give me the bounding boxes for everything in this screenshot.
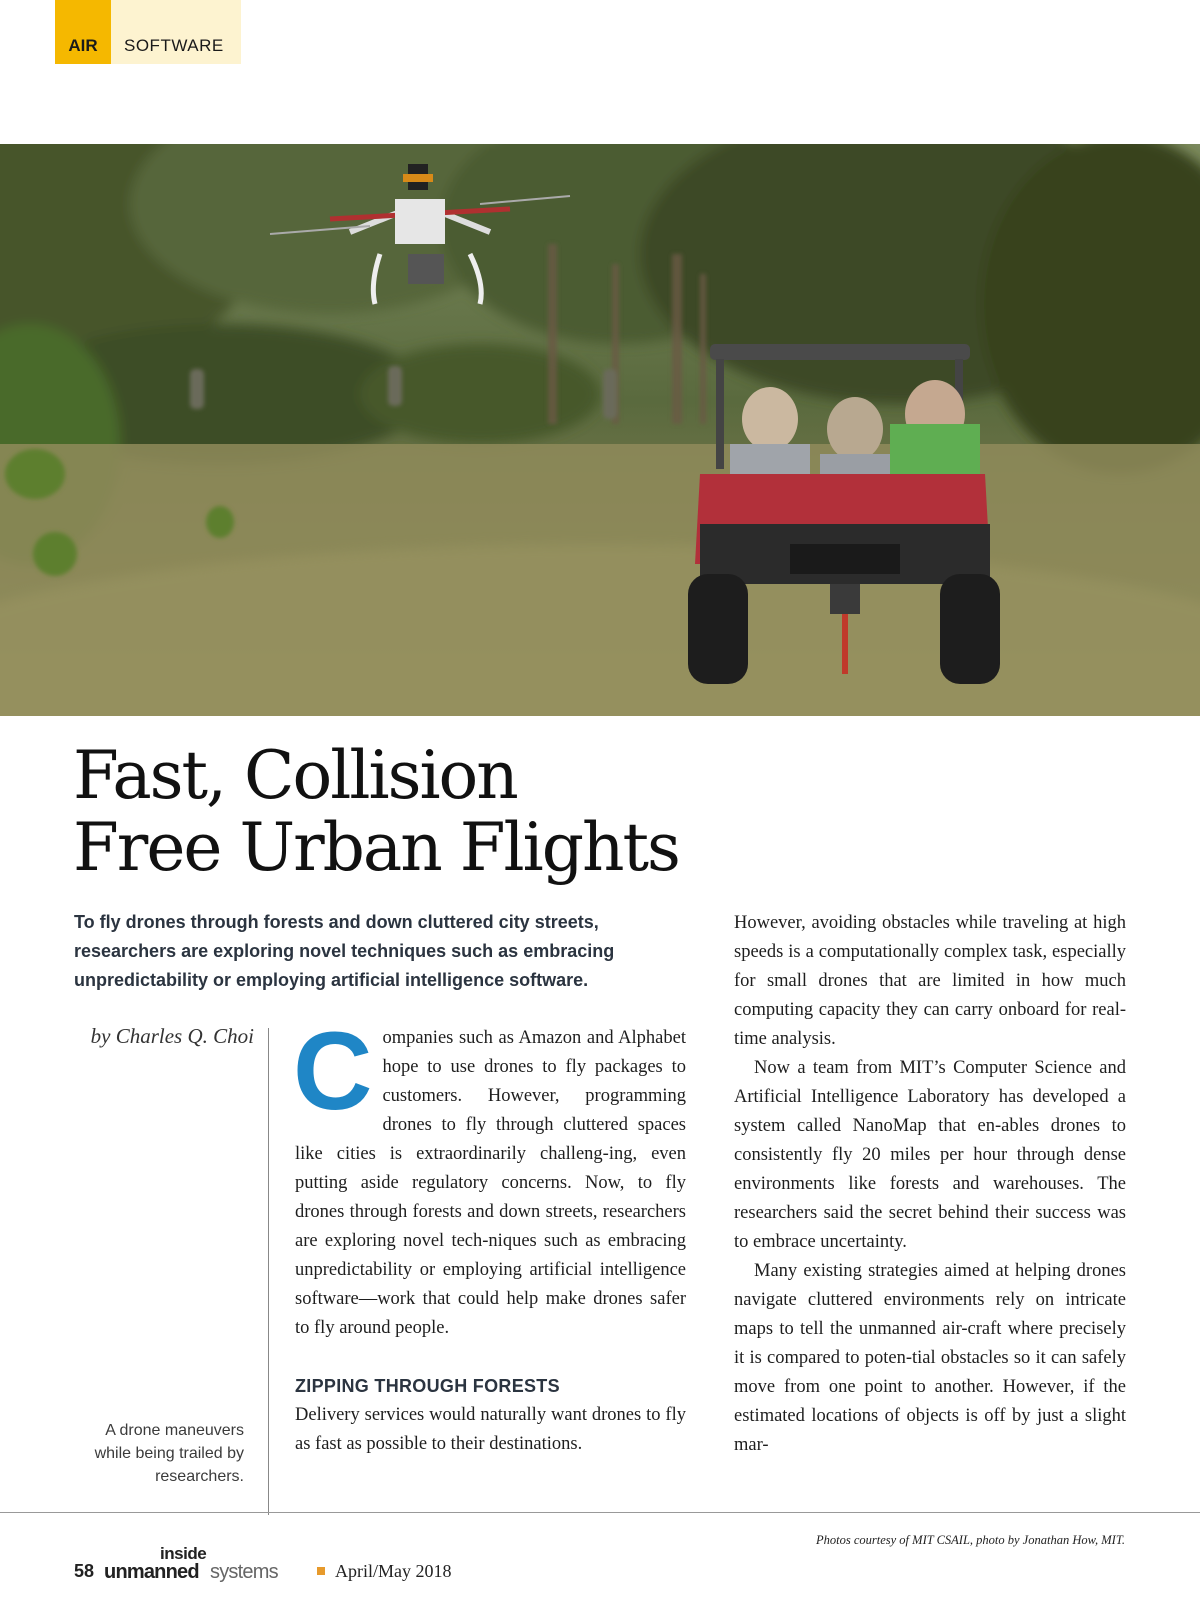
page-folio	[74, 1546, 452, 1582]
headline	[73, 737, 973, 886]
logo-inside: inside	[160, 1544, 207, 1563]
column-divider	[268, 1028, 269, 1515]
headline-line-2: Free Urban Flights	[73, 809, 679, 886]
section-tag	[55, 0, 241, 64]
logo-unmanned: unmanned	[104, 1561, 199, 1583]
body-paragraph: Many existing strategies aimed at helping drones navigate cluttered environments rely on intricate maps to tell the unmanned air-craft where precisely it is compared to poten-tial obstacles so it can safely move from one point to another. However, if the estimated locations of objects is off by just a slight mar-	[734, 1261, 1126, 1455]
footer-rule	[0, 1512, 1200, 1513]
section-subcategory: SOFTWARE	[111, 0, 241, 64]
section-category: AIR	[55, 0, 111, 64]
body-paragraph: However, avoiding obstacles while traveling at high speeds is a computationally complex task, especially for small drones that are limited in how much computing capacity they can carry onboard for real-time analysis.	[734, 913, 1126, 1049]
body-column-2	[734, 909, 1126, 1460]
logo-systems: systems	[210, 1561, 278, 1583]
footer-square-icon	[317, 1567, 325, 1575]
body-column-1	[293, 1010, 686, 1459]
magazine-logo	[104, 1546, 299, 1582]
drop-cap: C	[293, 1010, 373, 1133]
issue-date: April/May 2018	[335, 1561, 452, 1581]
body-paragraph: Companies such as Amazon and Alphabet hope to use drones to fly packages to customers. However, programming drones to fly through cluttered spaces like cities is extraordinarily challeng-ing, even putting aside regulatory concerns. Now, to fly drones through forests and down streets, researchers are exploring novel tech-niques such as embracing unpredictability or employing artificial intelligence software—work that could help make drones safer to fly around people.	[293, 1010, 686, 1338]
article-dek: To fly drones through forests and down cluttered city streets, researchers are exploring novel techniques such as embracing unpredictability or employing artificial intelligence software.	[74, 912, 615, 990]
byline: by Charles Q. Choi	[90, 1024, 254, 1048]
section-subhead: ZIPPING THROUGH FORESTS	[295, 1376, 560, 1396]
page-number: 58	[74, 1561, 95, 1581]
photo-caption: A drone maneuvers while being trailed by researchers.	[94, 1422, 244, 1485]
body-paragraph: Now a team from MIT’s Computer Science and Artificial Intelligence Laboratory has developed a system called NanoMap that en-ables drones to consistently fly 20 miles per hour through dense environments like forests and warehouses. The researchers said the secret behind their success was to embrace uncertainty.	[734, 1058, 1126, 1252]
photo-credits: Photos courtesy of MIT CSAIL, photo by Jonathan How, MIT.	[815, 1533, 1125, 1547]
hero-photo	[0, 144, 1200, 716]
headline-line-1: Fast, Collision	[73, 737, 517, 814]
body-paragraph: Delivery services would naturally want drones to fly as fast as possible to their destinations.	[295, 1405, 686, 1454]
